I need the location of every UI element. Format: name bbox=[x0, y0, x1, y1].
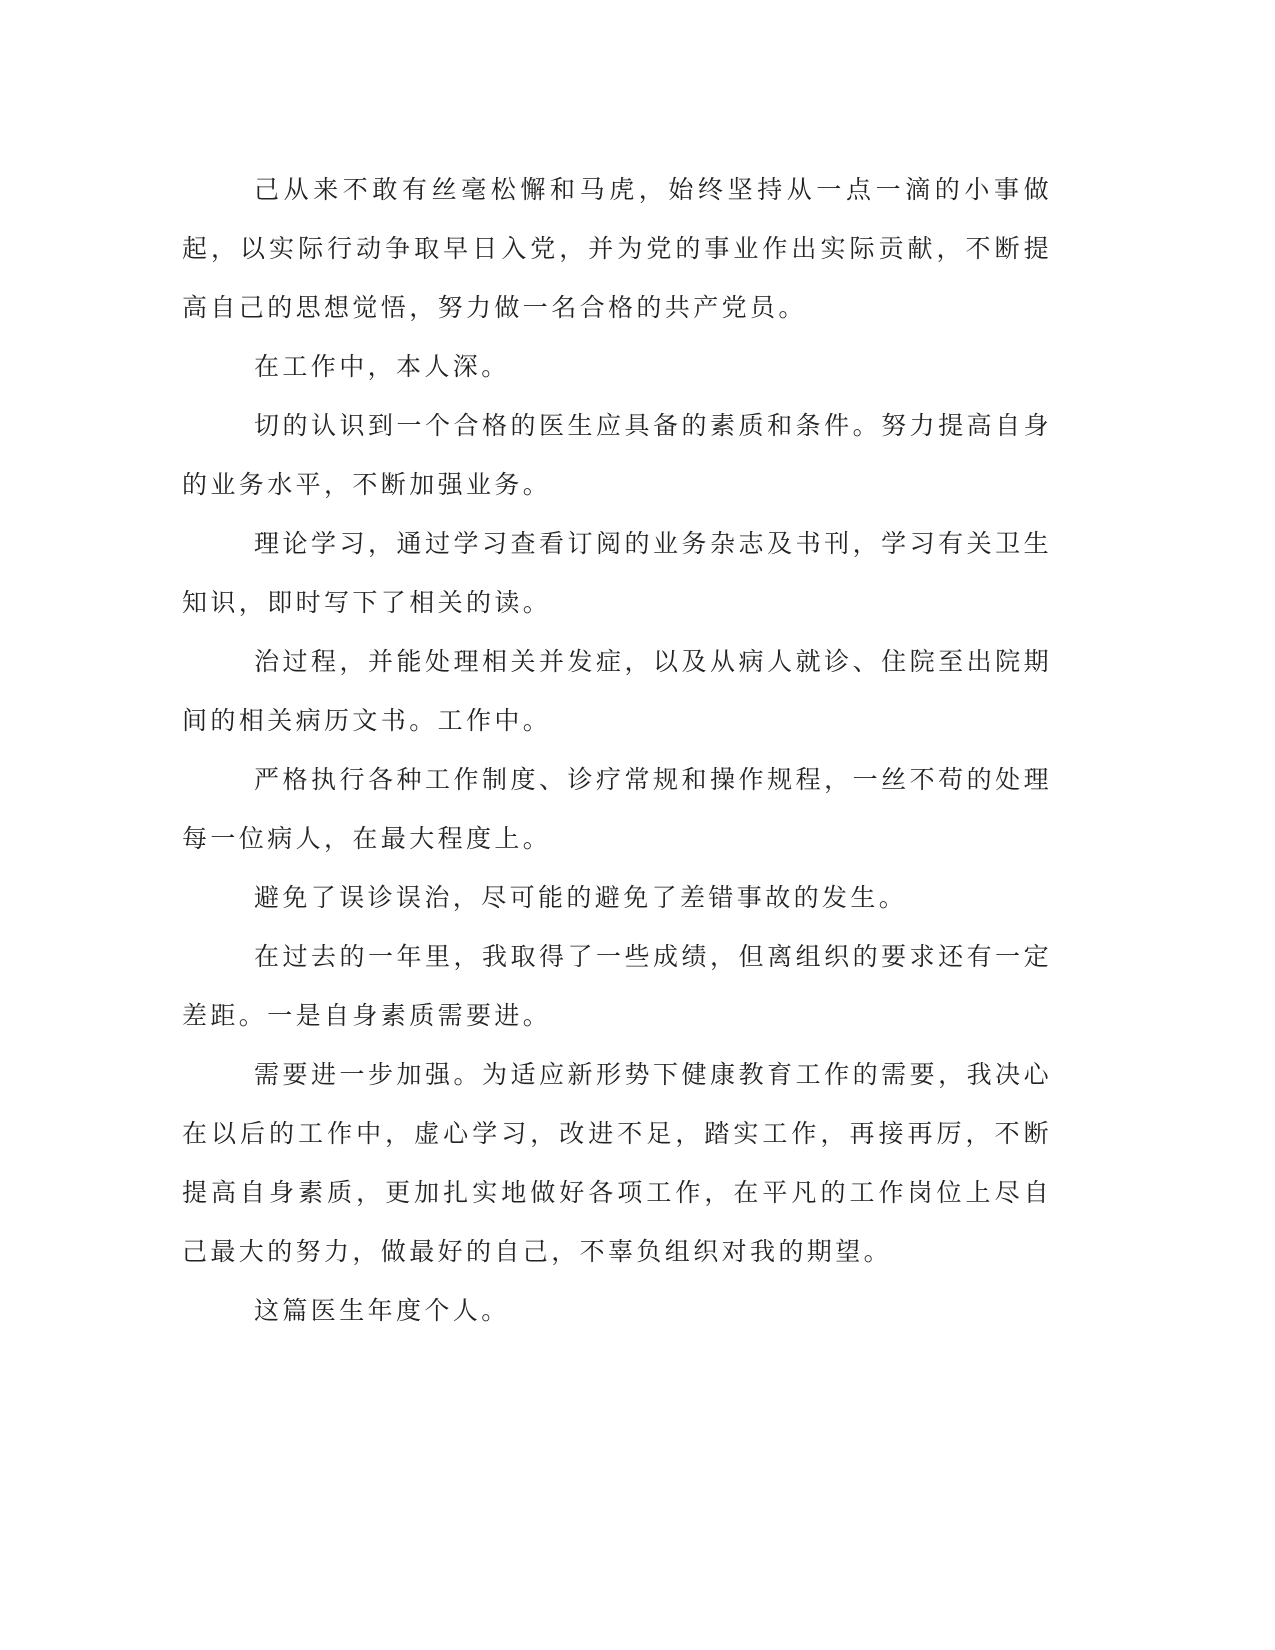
paragraph-10: 这篇医生年度个人。 bbox=[254, 1296, 510, 1325]
paragraph-4: 理论学习，通过学习查看订阅的业务杂志及书刊，学习有关卫生知识，即时写下了相关的读。 bbox=[182, 529, 1052, 617]
paragraph-2: 在工作中，本人深。 bbox=[254, 352, 510, 381]
paragraph-9: 需要进一步加强。为适应新形势下健康教育工作的需要，我决心在以后的工作中，虚心学习，改进不足，踏实工作，再接再厉，不断提高自身素质，更加扎实地做好各项工作，在平凡的工作岗位上尽自己最大的努力，做最好的自己，不辜负组织对我的期望。 bbox=[182, 1060, 1052, 1266]
paragraph-1: 己从来不敢有丝毫松懈和马虎，始终坚持从一点一滴的小事做起，以实际行动争取早日入党，并为党的事业作出实际贡献，不断提高自己的思想觉悟，努力做一名合格的共产党员。 bbox=[182, 175, 1052, 322]
document-body bbox=[182, 160, 1052, 1340]
paragraph-8: 在过去的一年里，我取得了一些成绩，但离组织的要求还有一定差距。一是自身素质需要进。 bbox=[182, 942, 1052, 1030]
paragraph-3: 切的认识到一个合格的医生应具备的素质和条件。努力提高自身的业务水平，不断加强业务。 bbox=[182, 411, 1052, 499]
paragraph-7: 避免了误诊误治，尽可能的避免了差错事故的发生。 bbox=[254, 883, 908, 912]
paragraph-5: 治过程，并能处理相关并发症，以及从病人就诊、住院至出院期间的相关病历文书。工作中。 bbox=[182, 647, 1052, 735]
paragraph-6: 严格执行各种工作制度、诊疗常规和操作规程，一丝不苟的处理每一位病人，在最大程度上。 bbox=[182, 765, 1052, 853]
